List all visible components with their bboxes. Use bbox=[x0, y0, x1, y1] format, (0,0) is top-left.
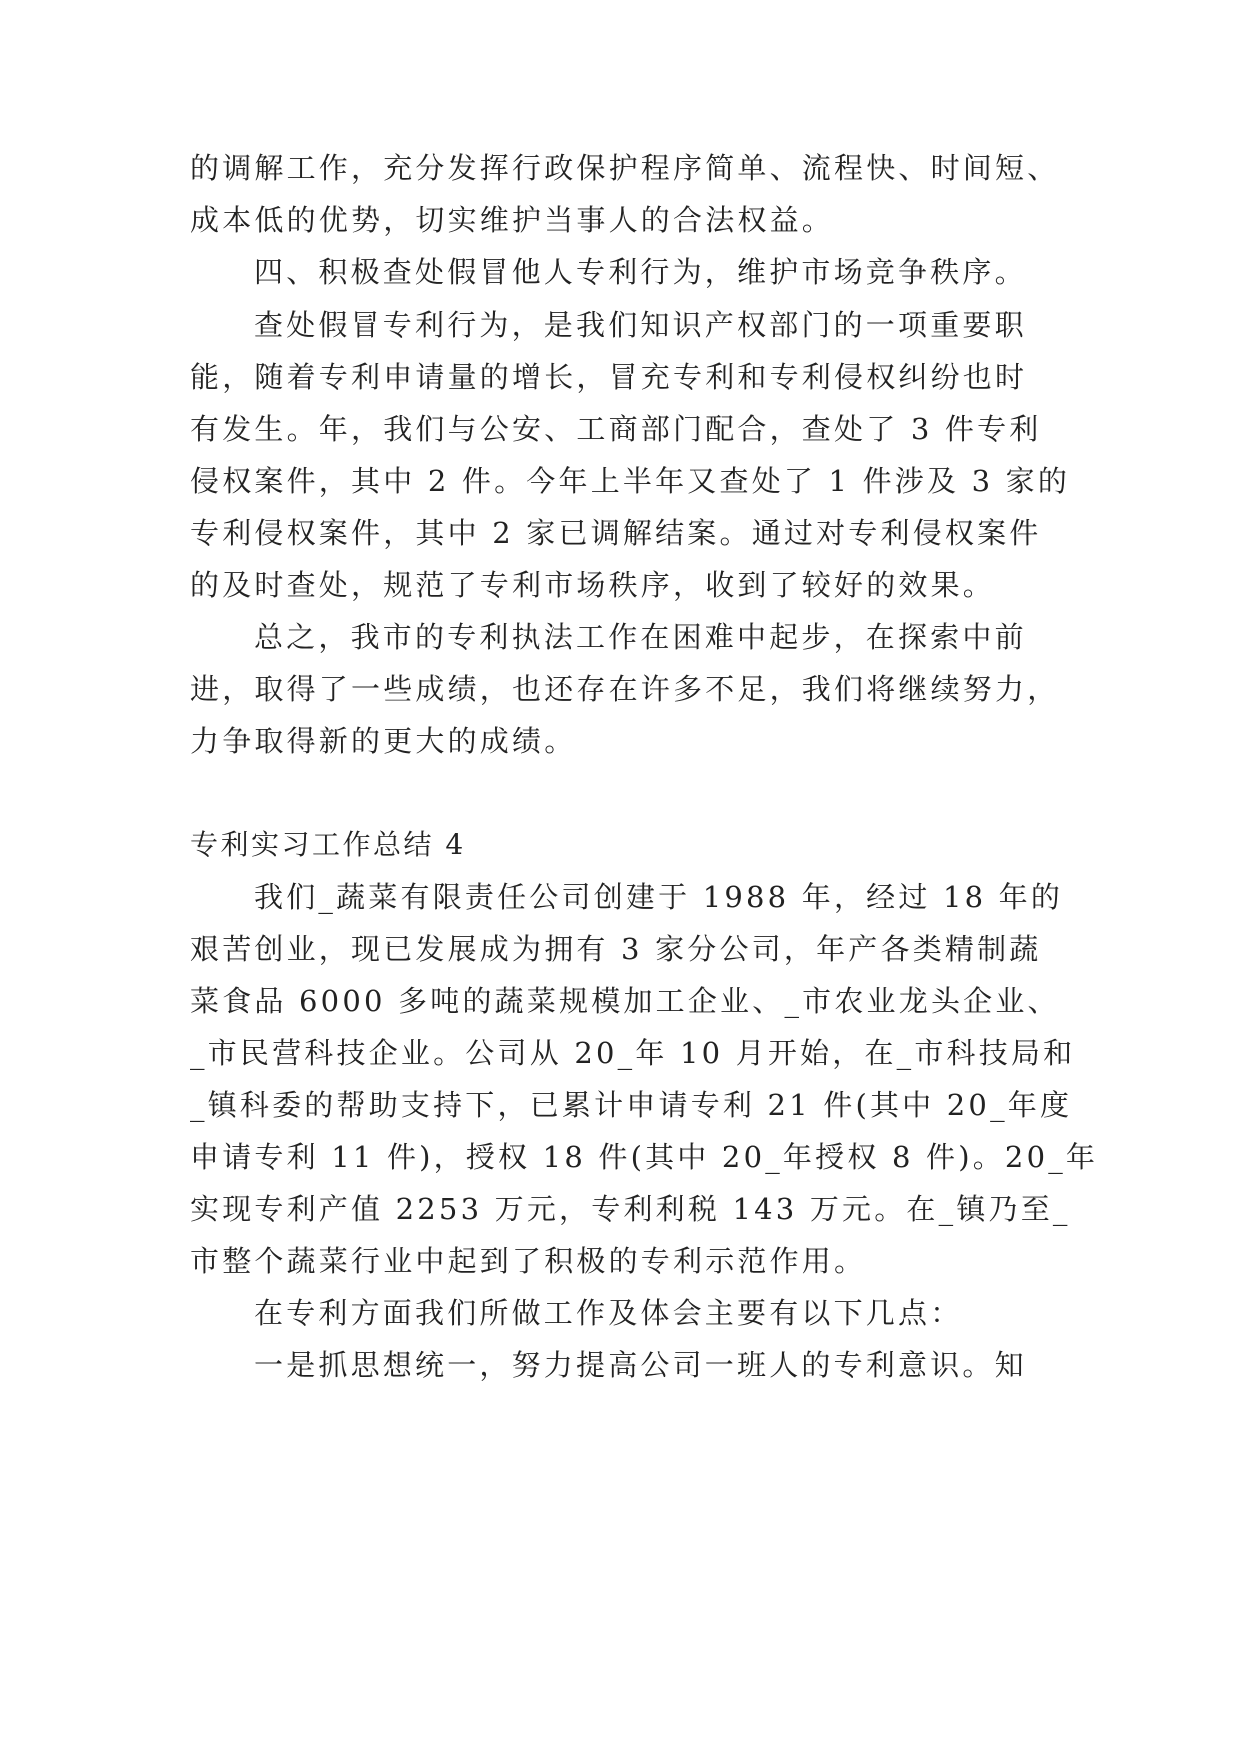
paragraph-line: 侵权案件，其中 2 件。今年上半年又查处了 1 件涉及 3 家的 bbox=[190, 464, 1071, 498]
paragraph-line: 实现专利产值 2253 万元，专利利税 143 万元。在_镇乃至_ bbox=[190, 1192, 1071, 1226]
paragraph-line: 专利侵权案件，其中 2 家已调解结案。通过对专利侵权案件 bbox=[190, 516, 1042, 550]
paragraph-line: 在专利方面我们所做工作及体会主要有以下几点： bbox=[254, 1296, 963, 1330]
paragraph-line: _镇科委的帮助支持下，已累计申请专利 21 件(其中 20_年度 bbox=[190, 1088, 1073, 1122]
paragraph-line: 艰苦创业，现已发展成为拥有 3 家分公司，年产各类精制蔬 bbox=[190, 932, 1042, 966]
paragraph-line: _市民营科技企业。公司从 20_年 10 月开始，在_市科技局和 bbox=[190, 1036, 1076, 1070]
paragraph-line: 的调解工作，充分发挥行政保护程序简单、流程快、时间短、 bbox=[190, 151, 1060, 185]
paragraph-line: 总之，我市的专利执法工作在困难中起步，在探索中前 bbox=[254, 620, 1027, 654]
paragraph-line: 一是抓思想统一，努力提高公司一班人的专利意识。知 bbox=[254, 1348, 1027, 1382]
paragraph-line: 查处假冒专利行为，是我们知识产权部门的一项重要职 bbox=[254, 308, 1027, 342]
paragraph-line: 进，取得了一些成绩，也还存在许多不足，我们将继续努力， bbox=[190, 672, 1060, 706]
paragraph-line: 我们_蔬菜有限责任公司创建于 1988 年，经过 18 年的 bbox=[254, 880, 1064, 914]
paragraph-line: 有发生。年，我们与公安、工商部门配合，查处了 3 件专利 bbox=[190, 412, 1042, 446]
section-heading-line: 四、积极查处假冒他人专利行为，维护市场竞争秩序。 bbox=[254, 255, 1027, 289]
paragraph-line: 力争取得新的更大的成绩。 bbox=[190, 724, 577, 758]
paragraph-line: 市整个蔬菜行业中起到了积极的专利示范作用。 bbox=[190, 1244, 867, 1278]
paragraph-line: 能，随着专利申请量的增长，冒充专利和专利侵权纠纷也时 bbox=[190, 360, 1028, 394]
paragraph-line: 的及时查处，规范了专利市场秩序，收到了较好的效果。 bbox=[190, 568, 996, 602]
paragraph-line: 申请专利 11 件)，授权 18 件(其中 20_年授权 8 件)。20_年 bbox=[190, 1140, 1099, 1174]
section-title: 专利实习工作总结 4 bbox=[190, 828, 466, 861]
paragraph-line: 菜食品 6000 多吨的蔬菜规模加工企业、_市农业龙头企业、 bbox=[190, 984, 1060, 1018]
paragraph-line: 成本低的优势，切实维护当事人的合法权益。 bbox=[190, 203, 835, 237]
